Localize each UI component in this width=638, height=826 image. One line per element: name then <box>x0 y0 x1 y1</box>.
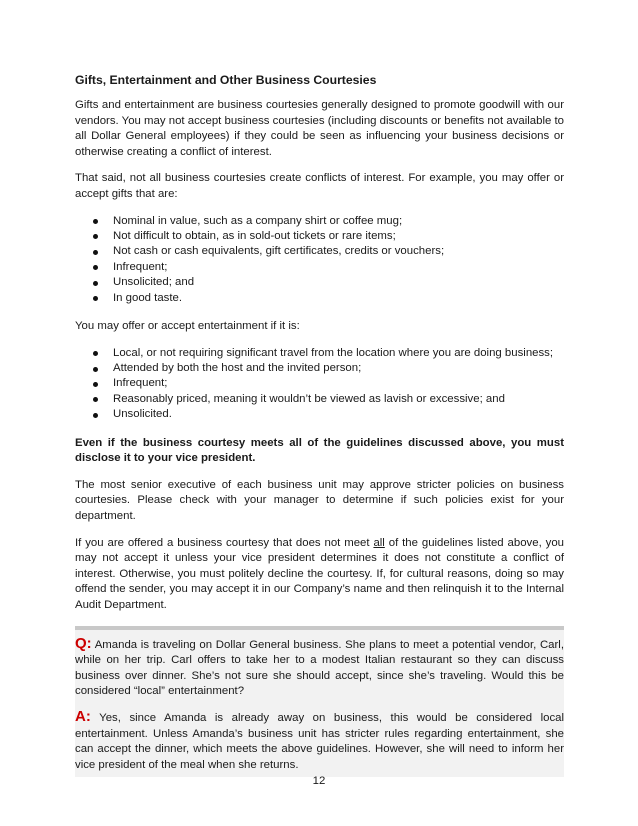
list-item: Unsolicited. <box>113 407 564 422</box>
gifts-lead-paragraph: That said, not all business courtesies create conflicts of interest. For example, you may offer or accept gifts that are: <box>75 172 564 200</box>
list-item: Infrequent; <box>113 376 564 391</box>
question-paragraph <box>75 636 564 700</box>
list-item: Unsolicited; and <box>113 275 564 290</box>
list-item: Infrequent; <box>113 260 564 275</box>
offered-text-start: If you are offered a business courtesy that does not meet <box>75 536 374 549</box>
answer-text: Yes, since Amanda is already away on business, this would be considered local entertainment. Unless Amanda’s business unit has stricter rules regarding entertainment, she can accept the dinner, which meets the above guidelines. However, she will need to inform her vice president of the meal when she returns. <box>75 711 564 771</box>
list-item: Reasonably priced, meaning it wouldn’t be viewed as lavish or excessive; and <box>113 392 564 407</box>
list-item: Not cash or cash equivalents, gift certificates, credits or vouchers; <box>113 244 564 259</box>
qa-box <box>75 626 564 778</box>
offered-courtesy-paragraph <box>75 536 564 614</box>
offered-underlined-word: all <box>373 536 385 549</box>
list-item: Local, or not requiring significant travel from the location where you are doing business; <box>113 346 564 361</box>
document-page <box>75 72 564 777</box>
answer-label: A: <box>75 707 91 725</box>
gift-criteria-list <box>75 214 564 306</box>
entertainment-criteria-list <box>75 346 564 423</box>
page-number: 12 <box>312 775 326 787</box>
list-item: Attended by both the host and the invited person; <box>113 361 564 376</box>
stricter-policies-paragraph: The most senior executive of each business unit may approve stricter policies on business courtesies. Please check with your manager to determine if such policies exist for your department. <box>75 478 564 522</box>
disclose-paragraph: Even if the business courtesy meets all of the guidelines discussed above, you must disclose it to your vice president. <box>75 436 564 465</box>
answer-paragraph <box>75 709 564 773</box>
list-item: In good taste. <box>113 291 564 306</box>
section-title: Gifts, Entertainment and Other Business Courtesies <box>75 73 377 87</box>
offered-text-end: of the guidelines listed above, you may not accept it unless your vice president determines it does not constitute a conflict of interest. Otherwise, you must politely decline the courtesy. If, for cultural reasons, doing so may offend the sender, you may accept it in our Company’s name and then relinquish it to the Internal Audit Department. <box>75 536 564 611</box>
question-label: Q: <box>75 634 92 652</box>
intro-paragraph: Gifts and entertainment are business courtesies generally designed to promote goodwill with our vendors. You may not accept business courtesies (including discounts or benefits not available to all Dollar General employees) if they could be seen as influencing your business decisions or otherwise creating a conflict of interest. <box>75 99 564 158</box>
entertainment-lead-paragraph: You may offer or accept entertainment if it is: <box>75 320 300 332</box>
question-text: Amanda is traveling on Dollar General business. She plans to meet a potential vendor, Carl, while on her trip. Carl offers to take her to a modest Italian restaurant so they can discuss business over dinner. She’s not sure she should accept, since she’s traveling. Would this be considered “local” entertainment? <box>75 638 564 698</box>
list-item: Not difficult to obtain, as in sold-out tickets or rare items; <box>113 229 564 244</box>
list-item: Nominal in value, such as a company shirt or coffee mug; <box>113 214 564 229</box>
